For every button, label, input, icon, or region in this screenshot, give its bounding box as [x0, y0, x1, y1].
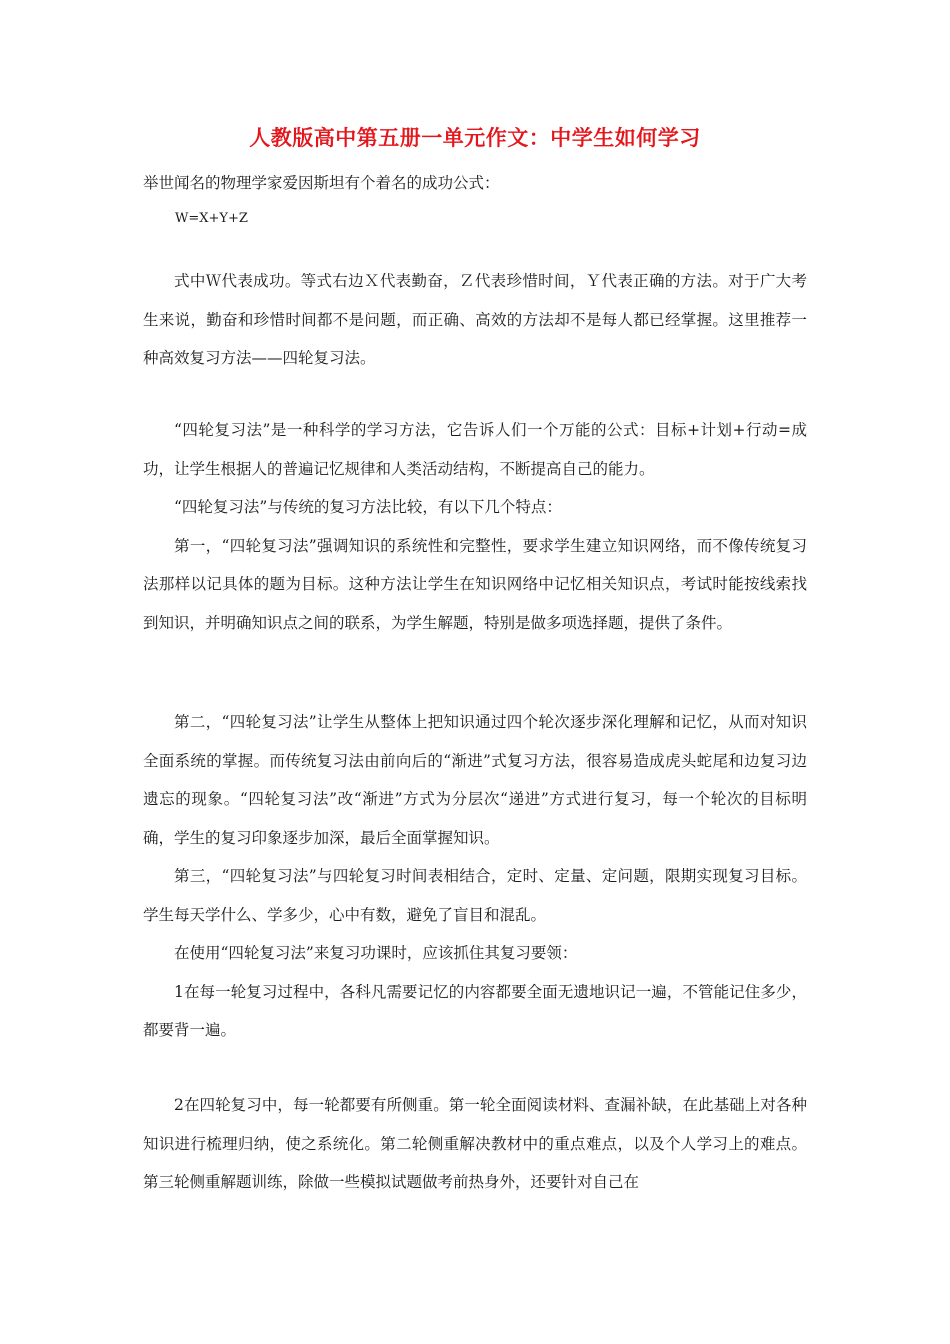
paragraph-8: 1在每一轮复习过程中，各科凡需要记忆的内容都要全面无遗地识记一遍，不管能记住多少，都要背一遍。: [143, 982, 807, 1039]
paragraph-2: “四轮复习法”是一种科学的学习方法，它告诉人们一个万能的公式：目标+计划+行动=成功，让学生根据人的普遍记忆规律和人类活动结构，不断提高自己的能力。: [143, 421, 807, 478]
paragraph-block-1: [143, 262, 807, 378]
paragraph-4: 第一，“四轮复习法”强调知识的系统性和完整性，要求学生建立知识网络，而不像传统复习法那样以记具体的题为目标。这种方法让学生在知识网络中记忆相关知识点，考试时能按线索找到知识，并明确知识点之间的联系，为学生解题，特别是做多项选择题，提供了条件。: [143, 536, 807, 632]
paragraph-1: 式中Ｗ代表成功。等式右边Ｘ代表勤奋，Ｚ代表珍惜时间，Ｙ代表正确的方法。对于广大考生来说，勤奋和珍惜时间都不是问题，而正确、高效的方法却不是每人都已经掌握。这里推荐一种高效复习方法——四轮复习法。: [143, 272, 807, 367]
intro-line: 举世闻名的物理学家爱因斯坦有个着名的成功公式：: [143, 174, 500, 192]
document-title: 人教版高中第五册一单元作文：中学生如何学习: [249, 126, 701, 150]
paragraph-9: 2在四轮复习中，每一轮都要有所侧重。第一轮全面阅读材料、查漏补缺，在此基础上对各种知识进行梳理归纳，使之系统化。第二轮侧重解决教材中的重点难点，以及个人学习上的难点。第三轮侧重解题训练，除做一些模拟试题做考前热身外，还要针对自己在: [143, 1096, 807, 1191]
paragraph-5: 第二，“四轮复习法”让学生从整体上把知识通过四个轮次逐步深化理解和记忆，从而对知识全面系统的掌握。而传统复习法由前向后的“渐进”式复习方法，很容易造成虎头蛇尾和边复习边遗忘的现象。“四轮复习法”改“渐进”方式为分层次“递进”方式进行复习，每一个轮次的目标明确，学生的复习印象逐步加深，最后全面掌握知识。: [143, 713, 807, 847]
paragraph-6: 第三，“四轮复习法”与四轮复习时间表相结合，定时、定量、定问题，限期实现复习目标。学生每天学什么、学多少，心中有数，避免了盲目和混乱。: [143, 867, 807, 924]
paragraph-3: “四轮复习法”与传统的复习方法比较，有以下几个特点：: [174, 498, 562, 516]
paragraph-7: 在使用“四轮复习法”来复习功课时，应该抓住其复习要领：: [174, 944, 578, 962]
paragraph-block-4: [143, 1086, 807, 1202]
formula-line: W=X+Y+Z: [175, 211, 248, 226]
paragraph-block-3: [143, 703, 807, 1050]
paragraph-block-2: [143, 411, 807, 642]
